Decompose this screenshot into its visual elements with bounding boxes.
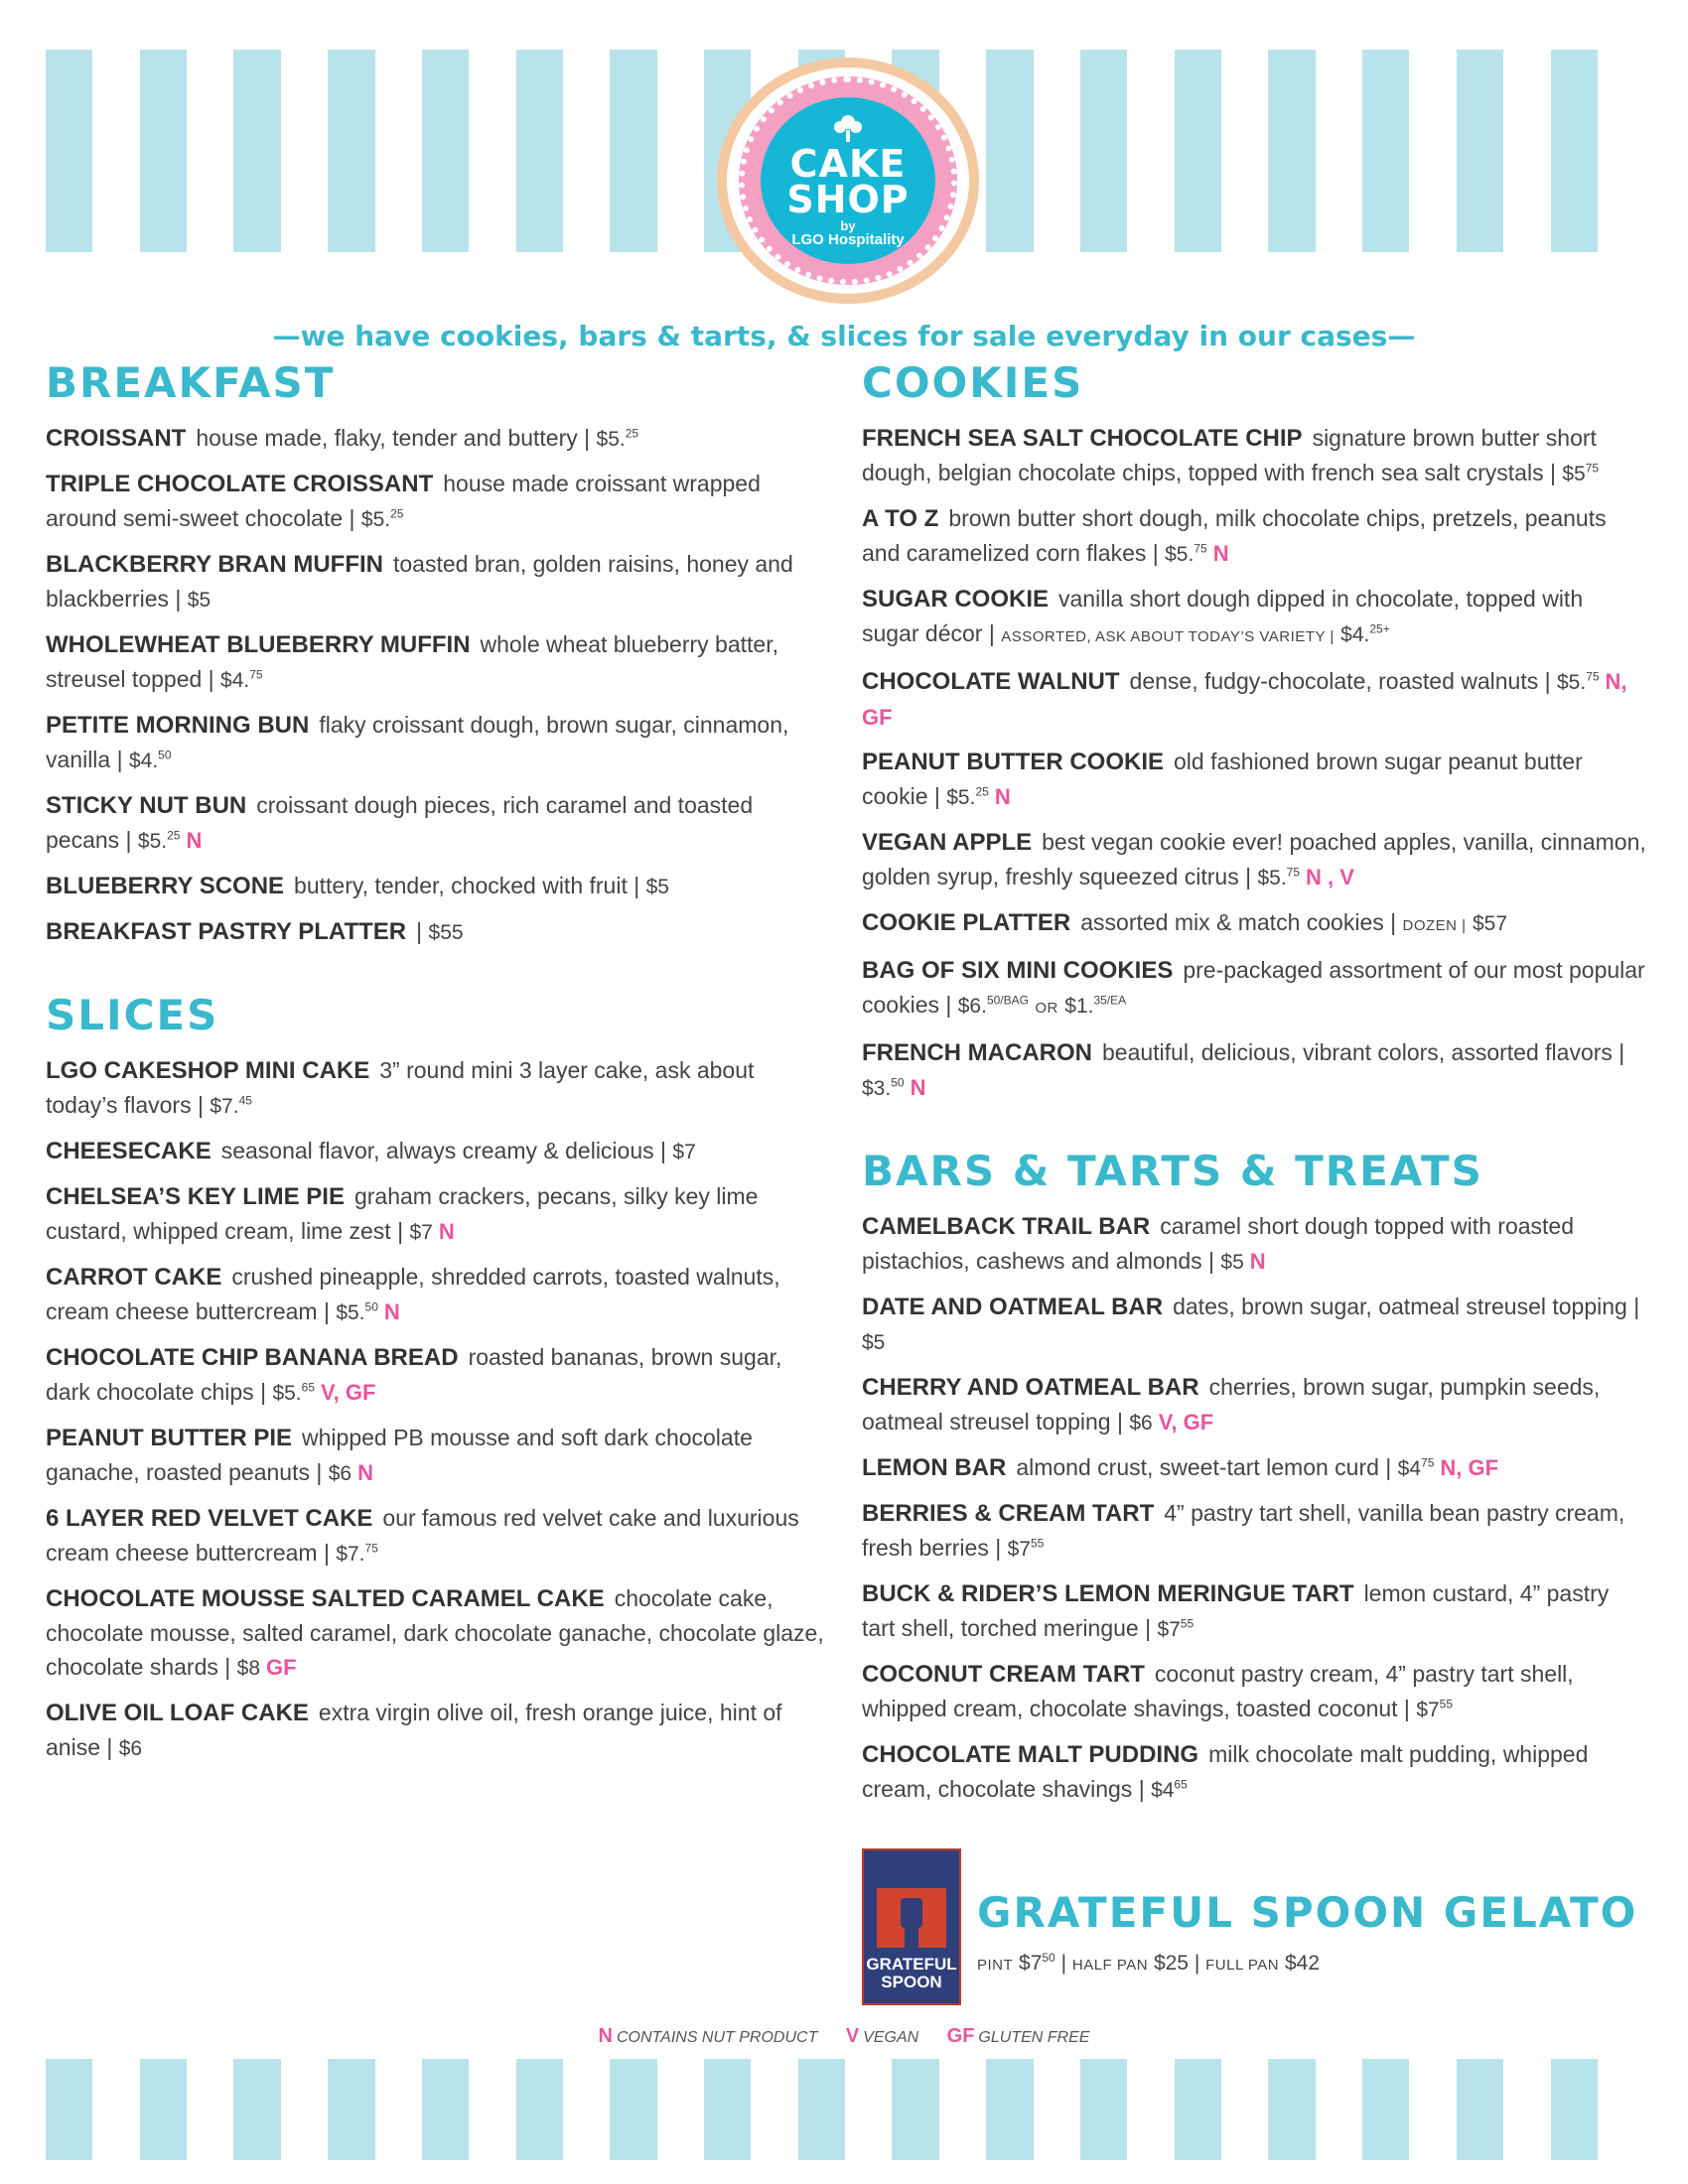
item-name: A TO Z bbox=[862, 505, 939, 532]
item-description: whole wheat blueberry batter, streusel topped | bbox=[46, 631, 778, 692]
item-description: house made, flaky, tender and buttery | bbox=[196, 425, 591, 451]
menu-item bbox=[862, 1370, 1646, 1440]
dietary-flags: N bbox=[438, 1219, 455, 1244]
item-price-cents: 55 bbox=[1439, 1697, 1454, 1711]
menu-item bbox=[46, 708, 830, 778]
item-name: CROISSANT bbox=[46, 425, 187, 452]
cookies-title: COOKIES bbox=[862, 358, 1084, 407]
item-name: BLUEBERRY SCONE bbox=[46, 873, 285, 899]
dietary-flags: N bbox=[1212, 541, 1229, 566]
item-name: BLACKBERRY BRAN MUFFIN bbox=[46, 551, 383, 578]
item-description: vanilla short dough dipped in chocolate, topped with sugar décor | bbox=[862, 586, 1584, 646]
item-price-cents: 25 bbox=[975, 784, 989, 799]
item-note: DOZEN | bbox=[1402, 917, 1467, 934]
item-name: CAMELBACK TRAIL BAR bbox=[862, 1213, 1151, 1240]
item-price-cents: 50/BAG bbox=[986, 993, 1029, 1008]
item-description: dense, fudgy-chocolate, roasted walnuts | bbox=[1129, 668, 1551, 694]
item-name: 6 LAYER RED VELVET CAKE bbox=[46, 1505, 373, 1532]
item-description: brown butter short dough, milk chocolate chips, pretzels, peanuts and caramelized corn flakes | bbox=[862, 505, 1607, 566]
item-price: $7 bbox=[1157, 1618, 1181, 1641]
menu-item bbox=[862, 582, 1646, 654]
dietary-flags: N bbox=[910, 1075, 926, 1100]
tree-icon bbox=[828, 114, 868, 144]
item-price: $55 bbox=[428, 921, 464, 944]
item-price: $7 bbox=[672, 1141, 696, 1163]
full-pan-label: FULL PAN bbox=[1205, 1957, 1280, 1974]
item-name: LEMON BAR bbox=[862, 1454, 1007, 1481]
menu-item bbox=[46, 788, 830, 859]
item-description: seasonal flavor, always creamy & delicious | bbox=[220, 1138, 666, 1163]
item-price: $5. bbox=[360, 508, 391, 531]
item-name: WHOLEWHEAT BLUEBERRY MUFFIN bbox=[46, 631, 471, 658]
menu-item bbox=[862, 1450, 1646, 1486]
dietary-flags: GF bbox=[266, 1655, 297, 1680]
item-description: croissant dough pieces, rich caramel and toasted pecans | bbox=[46, 792, 754, 853]
item-price: $5. bbox=[946, 786, 976, 809]
menu-item bbox=[46, 1501, 830, 1571]
legend-key: V bbox=[845, 2025, 860, 2047]
item-name: BERRIES & CREAM TART bbox=[862, 1500, 1155, 1527]
item-price: $5 bbox=[645, 876, 669, 898]
item-alt-price: $1. bbox=[1064, 995, 1094, 1018]
item-description: signature brown butter short dough, belgian chocolate chips, topped with french sea salt crystals | bbox=[862, 425, 1597, 485]
bottom-stripe-banner bbox=[46, 2059, 1644, 2160]
item-price-cents: 25+ bbox=[1369, 621, 1390, 636]
item-description: our famous red velvet cake and luxurious cream cheese buttercream | bbox=[46, 1505, 799, 1566]
menu-item bbox=[862, 905, 1646, 943]
item-price-cents: 75 bbox=[1586, 669, 1600, 684]
half-pan-price: $25 bbox=[1153, 1952, 1189, 1975]
item-price: $5. bbox=[137, 830, 168, 853]
left-column bbox=[46, 355, 830, 1776]
menu-item bbox=[46, 467, 830, 537]
item-price-cents: 50 bbox=[158, 748, 172, 762]
item-name: PEANUT BUTTER COOKIE bbox=[862, 749, 1165, 775]
item-name: PETITE MORNING BUN bbox=[46, 712, 310, 739]
dietary-legend bbox=[0, 2025, 1688, 2048]
dietary-flags: N bbox=[186, 828, 203, 853]
item-price: $7. bbox=[336, 1543, 365, 1566]
item-description: whipped PB mousse and soft dark chocolate ganache, roasted peanuts | bbox=[46, 1425, 753, 1485]
item-description: best vegan cookie ever! poached apples, vanilla, cinnamon, golden syrup, freshly squeezed citrus | bbox=[862, 829, 1646, 889]
item-name: COOKIE PLATTER bbox=[862, 909, 1071, 936]
menu-item bbox=[862, 421, 1646, 491]
breakfast-list bbox=[46, 421, 830, 950]
raised-fist-icon bbox=[877, 1888, 946, 1948]
item-price: $5 bbox=[1562, 463, 1586, 485]
menu-item bbox=[46, 547, 830, 617]
item-name: CHOCOLATE CHIP BANANA BREAD bbox=[46, 1344, 459, 1371]
item-description: assorted mix & match cookies | bbox=[1080, 909, 1397, 935]
item-price-cents: 75 bbox=[364, 1541, 378, 1556]
item-name: BAG OF SIX MINI COOKIES bbox=[862, 957, 1174, 984]
menu-item bbox=[46, 1421, 830, 1491]
item-price: $7 bbox=[409, 1221, 433, 1244]
item-price-cents: 25 bbox=[625, 426, 639, 441]
dietary-flags: N bbox=[994, 784, 1011, 809]
item-price-cents: 75 bbox=[1194, 541, 1207, 556]
slices-title: SLICES bbox=[46, 991, 219, 1039]
item-alt-text: OR bbox=[1035, 1000, 1058, 1017]
dietary-flags: N, GF bbox=[1440, 1455, 1499, 1480]
item-price: $5 bbox=[1220, 1251, 1244, 1274]
item-description: chocolate cake, chocolate mousse, salted caramel, dark chocolate ganache, chocolate glaze, chocolate shards | bbox=[46, 1585, 824, 1680]
dietary-flags: V, GF bbox=[321, 1380, 376, 1405]
item-name: VEGAN APPLE bbox=[862, 829, 1033, 856]
item-description: buttery, tender, chocked with fruit | bbox=[294, 873, 640, 898]
menu-item bbox=[862, 1657, 1646, 1727]
slices-list bbox=[46, 1053, 830, 1766]
item-description: milk chocolate malt pudding, whipped cream, chocolate shavings | bbox=[862, 1741, 1589, 1802]
item-price: $7 bbox=[1416, 1699, 1440, 1721]
item-name: CHOCOLATE MOUSSE SALTED CARAMEL CAKE bbox=[46, 1585, 605, 1612]
item-description: dates, brown sugar, oatmeal streusel topping | bbox=[1173, 1294, 1640, 1319]
item-description: crushed pineapple, shredded carrots, toasted walnuts, cream cheese buttercream | bbox=[46, 1264, 780, 1324]
item-name: PEANUT BUTTER PIE bbox=[46, 1425, 293, 1451]
item-description: lemon custard, 4” pastry tart shell, torched meringue | bbox=[862, 1580, 1610, 1641]
item-name: DATE AND OATMEAL BAR bbox=[862, 1294, 1164, 1320]
item-name: TRIPLE CHOCOLATE CROISSANT bbox=[46, 471, 434, 497]
item-description: | bbox=[416, 918, 423, 944]
dietary-flags: N, GF bbox=[862, 669, 1627, 730]
item-price-cents: 55 bbox=[1180, 1616, 1195, 1631]
item-price-cents: 75 bbox=[1421, 1455, 1435, 1470]
bars-title: BARS & TARTS & TREATS bbox=[862, 1147, 1483, 1195]
right-column bbox=[862, 355, 1646, 1818]
item-name: CHELSEA’S KEY LIME PIE bbox=[46, 1183, 345, 1210]
item-price: $5. bbox=[1165, 543, 1195, 566]
legend-label: VEGAN bbox=[863, 2029, 919, 2046]
item-description: old fashioned brown sugar peanut butter cookie | bbox=[862, 749, 1583, 809]
full-pan-price: $42 bbox=[1285, 1952, 1321, 1975]
menu-item bbox=[46, 1053, 830, 1124]
tagline: —we have cookies, bars & tarts, & slices for sale everyday in our cases— bbox=[272, 320, 1416, 352]
menu-item bbox=[46, 627, 830, 698]
menu-item bbox=[862, 1290, 1646, 1360]
menu-item bbox=[46, 421, 830, 457]
menu-item bbox=[862, 1737, 1646, 1808]
legend-label: GLUTEN FREE bbox=[978, 2029, 1090, 2046]
dietary-flags: N , V bbox=[1306, 865, 1354, 889]
item-name: CHOCOLATE WALNUT bbox=[862, 668, 1120, 695]
item-price-cents: 75 bbox=[249, 667, 263, 682]
item-name: FRENCH SEA SALT CHOCOLATE CHIP bbox=[862, 425, 1303, 452]
item-name: OLIVE OIL LOAF CAKE bbox=[46, 1700, 309, 1726]
logo-by: by bbox=[840, 217, 856, 233]
item-name: STICKY NUT BUN bbox=[46, 792, 247, 819]
dietary-flags: N bbox=[357, 1460, 373, 1485]
menu-item bbox=[862, 953, 1646, 1025]
gelato-title: GRATEFUL SPOON GELATO bbox=[977, 1888, 1638, 1937]
item-price-cents: 65 bbox=[1174, 1777, 1188, 1792]
item-price: $4 bbox=[1397, 1457, 1422, 1480]
item-description: almond crust, sweet-tart lemon curd | bbox=[1016, 1454, 1392, 1480]
item-name: BREAKFAST PASTRY PLATTER bbox=[46, 918, 407, 945]
item-name: CHOCOLATE MALT PUDDING bbox=[862, 1741, 1199, 1768]
item-name: CHERRY AND OATMEAL BAR bbox=[862, 1374, 1199, 1401]
item-price: $4. bbox=[128, 750, 159, 772]
item-price: $5. bbox=[1556, 671, 1587, 694]
pint-price-cents: 50 bbox=[1042, 1951, 1055, 1965]
legend-key: GF bbox=[946, 2025, 975, 2047]
item-name: BUCK & RIDER’S LEMON MERINGUE TART bbox=[862, 1580, 1354, 1607]
item-price: $4. bbox=[1340, 623, 1370, 646]
menu-item bbox=[46, 1340, 830, 1411]
item-price: $4. bbox=[220, 669, 250, 692]
item-description: graham crackers, pecans, silky key lime custard, whipped cream, lime zest | bbox=[46, 1183, 759, 1244]
logo-title-line2: SHOP bbox=[786, 177, 910, 221]
logo-brand: LGO Hospitality bbox=[791, 230, 905, 248]
logo-badge bbox=[761, 97, 935, 264]
menu-item bbox=[862, 664, 1646, 735]
item-price: $6. bbox=[957, 995, 987, 1018]
gelato-prices: PINT $\$7^{50}$ | HALF PAN $25 | FULL PAN $42 bbox=[977, 1951, 1321, 1975]
menu-item bbox=[862, 1209, 1646, 1280]
item-description: flaky croissant dough, brown sugar, cinnamon, vanilla | bbox=[46, 712, 789, 772]
menu-item bbox=[46, 1696, 830, 1766]
logo-title-line1: CAKE bbox=[789, 141, 907, 186]
item-price: $57 bbox=[1472, 912, 1508, 935]
item-price: $5 bbox=[187, 589, 211, 612]
legend-key: N bbox=[598, 2025, 613, 2047]
grateful-spoon-logo bbox=[862, 1848, 961, 2005]
item-name: CHEESECAKE bbox=[46, 1138, 211, 1164]
item-price: $6 bbox=[1129, 1412, 1153, 1434]
item-price: $8 bbox=[236, 1657, 260, 1680]
item-name: CARROT CAKE bbox=[46, 1264, 222, 1291]
item-price-cents: 45 bbox=[238, 1093, 252, 1108]
item-price-cents: 25 bbox=[390, 506, 404, 521]
menu-item bbox=[862, 501, 1646, 572]
dietary-flags: N bbox=[1249, 1249, 1266, 1274]
gelato-section bbox=[862, 1848, 1646, 2007]
pint-price: $7 bbox=[1019, 1952, 1043, 1975]
menu-item bbox=[862, 1496, 1646, 1567]
item-price-cents: 50 bbox=[891, 1075, 905, 1090]
item-price-cents: 65 bbox=[301, 1380, 315, 1395]
item-price: $5. bbox=[272, 1382, 302, 1405]
menu-item bbox=[862, 1576, 1646, 1647]
item-price-cents: 50 bbox=[364, 1299, 378, 1314]
logo-ring bbox=[739, 76, 957, 285]
item-description: 3” round mini 3 layer cake, ask about today’s flavors | bbox=[46, 1057, 755, 1118]
bars-list bbox=[862, 1209, 1646, 1808]
dietary-flags: N bbox=[383, 1299, 400, 1324]
half-pan-label: HALF PAN bbox=[1071, 1957, 1149, 1974]
item-price: $3. bbox=[862, 1077, 892, 1100]
menu-item bbox=[46, 1260, 830, 1330]
item-price-cents: 55 bbox=[1030, 1536, 1045, 1551]
cookies-list bbox=[862, 421, 1646, 1106]
item-description: pre-packaged assortment of our most popular cookies | bbox=[862, 957, 1645, 1018]
cake-shop-logo bbox=[717, 58, 979, 304]
legend-label: CONTAINS NUT PRODUCT bbox=[617, 2029, 818, 2046]
item-price: $5. bbox=[1257, 867, 1287, 889]
item-name: LGO CAKESHOP MINI CAKE bbox=[46, 1057, 370, 1084]
item-description: beautiful, delicious, vibrant colors, assorted flavors | bbox=[1101, 1039, 1625, 1065]
menu-item bbox=[46, 914, 830, 950]
item-price: $7. bbox=[210, 1095, 239, 1118]
item-description: coconut pastry cream, 4” pastry tart shell, whipped cream, chocolate shavings, toasted coconut | bbox=[862, 1661, 1574, 1721]
menu-item bbox=[46, 1179, 830, 1250]
badge-line1: GRATEFUL bbox=[866, 1955, 957, 1974]
menu-item bbox=[862, 825, 1646, 895]
item-note: ASSORTED, ASK ABOUT TODAY’S VARIETY | bbox=[1001, 628, 1335, 645]
item-price: $5 bbox=[862, 1331, 886, 1354]
item-description: house made croissant wrapped around semi-sweet chocolate | bbox=[46, 471, 761, 531]
item-description: roasted bananas, brown sugar, dark chocolate chips | bbox=[46, 1344, 782, 1405]
item-price: $4 bbox=[1151, 1779, 1175, 1802]
item-name: SUGAR COOKIE bbox=[862, 586, 1050, 613]
breakfast-title: BREAKFAST bbox=[46, 358, 336, 407]
item-price: $5. bbox=[596, 428, 626, 451]
item-description: toasted bran, golden raisins, honey and blackberries | bbox=[46, 551, 793, 612]
item-description: caramel short dough topped with roasted pistachios, cashews and almonds | bbox=[862, 1213, 1575, 1274]
item-price: $5. bbox=[336, 1301, 365, 1324]
pint-label: PINT bbox=[977, 1957, 1014, 1974]
badge-line2: SPOON bbox=[881, 1973, 942, 1991]
item-price: $6 bbox=[118, 1737, 143, 1760]
item-name: FRENCH MACARON bbox=[862, 1039, 1092, 1066]
item-price: $6 bbox=[328, 1462, 352, 1485]
menu-item bbox=[46, 1581, 830, 1686]
item-price-cents: 75 bbox=[1585, 461, 1600, 476]
menu-item bbox=[46, 1134, 830, 1169]
item-price: $7 bbox=[1007, 1538, 1031, 1561]
menu-item bbox=[862, 1035, 1646, 1106]
item-price-cents: 75 bbox=[1286, 865, 1301, 880]
menu-item bbox=[862, 745, 1646, 815]
item-description: cherries, brown sugar, pumpkin seeds, oatmeal streusel topping | bbox=[862, 1374, 1601, 1434]
item-alt-price-cents: 35/EA bbox=[1093, 993, 1127, 1008]
dietary-flags: V, GF bbox=[1158, 1410, 1214, 1434]
item-description: 4” pastry tart shell, vanilla bean pastry cream, fresh berries | bbox=[862, 1500, 1625, 1561]
item-description: extra virgin olive oil, fresh orange juice, hint of anise | bbox=[46, 1700, 782, 1760]
menu-item bbox=[46, 869, 830, 904]
item-name: COCONUT CREAM TART bbox=[862, 1661, 1145, 1688]
item-price-cents: 25 bbox=[167, 828, 181, 843]
